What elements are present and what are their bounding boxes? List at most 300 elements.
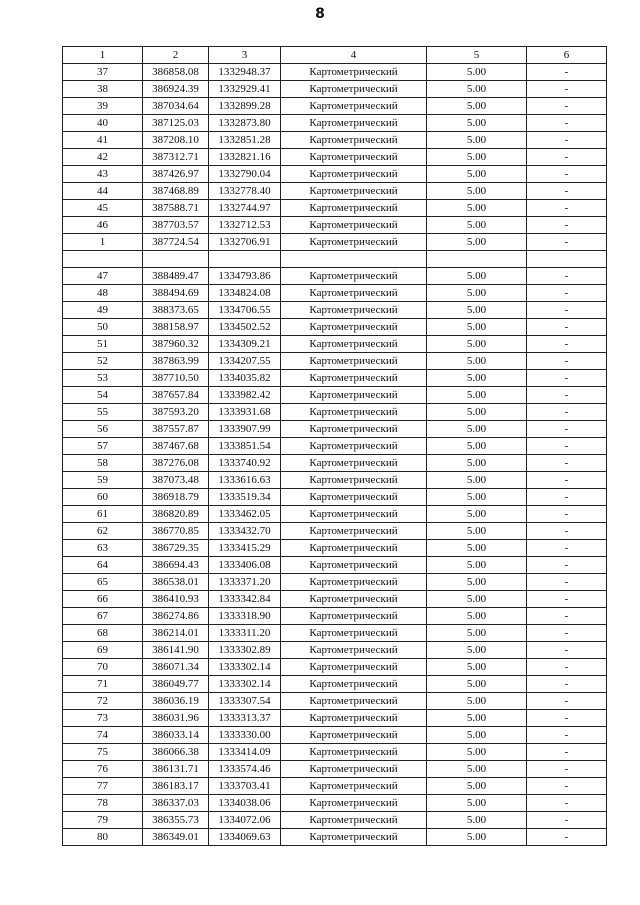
cell-point-number: 61: [63, 506, 143, 523]
cell-accuracy: 5.00: [427, 710, 527, 727]
cell-y-coordinate: 1332778.40: [209, 183, 281, 200]
cell-x-coordinate: 386349.01: [143, 829, 209, 846]
cell-x-coordinate: 386729.35: [143, 540, 209, 557]
cell-x-coordinate: 387710.50: [143, 370, 209, 387]
cell-point-number: 72: [63, 693, 143, 710]
cell-y-coordinate: [209, 251, 281, 268]
cell-point-number: 76: [63, 761, 143, 778]
cell-y-coordinate: 1333907.99: [209, 421, 281, 438]
cell-note: -: [527, 387, 607, 404]
cell-point-number: 65: [63, 574, 143, 591]
cell-x-coordinate: 387657.84: [143, 387, 209, 404]
cell-note: -: [527, 285, 607, 302]
cell-y-coordinate: 1333302.89: [209, 642, 281, 659]
cell-note: -: [527, 693, 607, 710]
cell-point-number: 80: [63, 829, 143, 846]
cell-method: Картометрический: [281, 370, 427, 387]
cell-note: -: [527, 302, 607, 319]
cell-note: -: [527, 591, 607, 608]
cell-point-number: 77: [63, 778, 143, 795]
cell-x-coordinate: 387034.64: [143, 98, 209, 115]
cell-x-coordinate: 387208.10: [143, 132, 209, 149]
table-row: [63, 727, 607, 744]
cell-note: -: [527, 506, 607, 523]
cell-method: Картометрический: [281, 778, 427, 795]
cell-point-number: 68: [63, 625, 143, 642]
cell-point-number: 60: [63, 489, 143, 506]
table-row: [63, 115, 607, 132]
cell-y-coordinate: 1333318.90: [209, 608, 281, 625]
cell-note: -: [527, 421, 607, 438]
cell-x-coordinate: 388158.97: [143, 319, 209, 336]
cell-y-coordinate: 1333313.37: [209, 710, 281, 727]
cell-note: [527, 251, 607, 268]
table-row: [63, 285, 607, 302]
cell-note: -: [527, 64, 607, 81]
cell-y-coordinate: 1334502.52: [209, 319, 281, 336]
cell-accuracy: [427, 251, 527, 268]
table-row: [63, 64, 607, 81]
cell-accuracy: 5.00: [427, 812, 527, 829]
cell-method: Картометрический: [281, 132, 427, 149]
cell-point-number: 44: [63, 183, 143, 200]
cell-x-coordinate: 386033.14: [143, 727, 209, 744]
cell-point-number: 67: [63, 608, 143, 625]
cell-method: Картометрический: [281, 404, 427, 421]
cell-x-coordinate: 387312.71: [143, 149, 209, 166]
cell-note: -: [527, 574, 607, 591]
cell-accuracy: 5.00: [427, 387, 527, 404]
cell-x-coordinate: 386141.90: [143, 642, 209, 659]
cell-y-coordinate: 1333414.09: [209, 744, 281, 761]
table-header-row: [63, 47, 607, 64]
cell-point-number: 1: [63, 234, 143, 251]
table-row: [63, 166, 607, 183]
table-row: [63, 455, 607, 472]
cell-y-coordinate: 1332948.37: [209, 64, 281, 81]
cell-method: Картометрический: [281, 149, 427, 166]
cell-x-coordinate: 386694.43: [143, 557, 209, 574]
cell-point-number: 42: [63, 149, 143, 166]
cell-method: Картометрический: [281, 200, 427, 217]
cell-method: Картометрический: [281, 744, 427, 761]
cell-x-coordinate: 386918.79: [143, 489, 209, 506]
cell-x-coordinate: 387276.08: [143, 455, 209, 472]
table-row: [63, 472, 607, 489]
cell-x-coordinate: 387703.57: [143, 217, 209, 234]
cell-accuracy: 5.00: [427, 829, 527, 846]
table-row: [63, 642, 607, 659]
cell-y-coordinate: 1333519.34: [209, 489, 281, 506]
cell-x-coordinate: 388494.69: [143, 285, 209, 302]
cell-point-number: 43: [63, 166, 143, 183]
table-row: [63, 404, 607, 421]
table-row: [63, 81, 607, 98]
cell-note: -: [527, 727, 607, 744]
cell-note: -: [527, 81, 607, 98]
cell-x-coordinate: 386274.86: [143, 608, 209, 625]
header-cell-3: 3: [209, 47, 281, 64]
cell-x-coordinate: 387593.20: [143, 404, 209, 421]
cell-method: Картометрический: [281, 693, 427, 710]
table-row: [63, 183, 607, 200]
cell-method: Картометрический: [281, 676, 427, 693]
table-row: [63, 132, 607, 149]
cell-note: -: [527, 540, 607, 557]
cell-accuracy: 5.00: [427, 744, 527, 761]
cell-y-coordinate: 1333740.92: [209, 455, 281, 472]
cell-accuracy: 5.00: [427, 217, 527, 234]
cell-accuracy: 5.00: [427, 149, 527, 166]
cell-y-coordinate: 1334207.55: [209, 353, 281, 370]
cell-x-coordinate: 386770.85: [143, 523, 209, 540]
cell-x-coordinate: 386337.03: [143, 795, 209, 812]
cell-method: Картометрический: [281, 608, 427, 625]
cell-note: -: [527, 455, 607, 472]
cell-note: -: [527, 829, 607, 846]
cell-point-number: 63: [63, 540, 143, 557]
table-row: [63, 778, 607, 795]
cell-point-number: 58: [63, 455, 143, 472]
cell-accuracy: 5.00: [427, 319, 527, 336]
cell-note: -: [527, 659, 607, 676]
header-cell-2: 2: [143, 47, 209, 64]
cell-accuracy: 5.00: [427, 353, 527, 370]
cell-note: -: [527, 268, 607, 285]
cell-x-coordinate: 387426.97: [143, 166, 209, 183]
cell-point-number: 55: [63, 404, 143, 421]
cell-accuracy: 5.00: [427, 591, 527, 608]
table-body: [63, 47, 607, 846]
cell-y-coordinate: 1333415.29: [209, 540, 281, 557]
cell-accuracy: 5.00: [427, 795, 527, 812]
cell-point-number: 64: [63, 557, 143, 574]
cell-method: Картометрический: [281, 234, 427, 251]
cell-accuracy: 5.00: [427, 302, 527, 319]
cell-x-coordinate: 386066.38: [143, 744, 209, 761]
cell-method: Картометрический: [281, 710, 427, 727]
cell-point-number: 37: [63, 64, 143, 81]
cell-accuracy: 5.00: [427, 268, 527, 285]
cell-accuracy: 5.00: [427, 183, 527, 200]
cell-accuracy: 5.00: [427, 727, 527, 744]
cell-method: Картометрический: [281, 166, 427, 183]
cell-method: Картометрический: [281, 625, 427, 642]
cell-point-number: 49: [63, 302, 143, 319]
cell-x-coordinate: 386036.19: [143, 693, 209, 710]
cell-y-coordinate: 1332744.97: [209, 200, 281, 217]
cell-y-coordinate: 1334793.86: [209, 268, 281, 285]
cell-method: Картометрический: [281, 217, 427, 234]
cell-point-number: 73: [63, 710, 143, 727]
cell-y-coordinate: 1334706.55: [209, 302, 281, 319]
table-row: [63, 659, 607, 676]
cell-y-coordinate: 1333851.54: [209, 438, 281, 455]
table-row: [63, 744, 607, 761]
cell-accuracy: 5.00: [427, 64, 527, 81]
cell-accuracy: 5.00: [427, 472, 527, 489]
cell-method: Картометрический: [281, 438, 427, 455]
cell-method: Картометрический: [281, 64, 427, 81]
cell-note: -: [527, 166, 607, 183]
cell-x-coordinate: 386355.73: [143, 812, 209, 829]
cell-x-coordinate: 387073.48: [143, 472, 209, 489]
table-row: [63, 710, 607, 727]
table-row: [63, 268, 607, 285]
cell-x-coordinate: 386049.77: [143, 676, 209, 693]
cell-point-number: 56: [63, 421, 143, 438]
cell-note: -: [527, 183, 607, 200]
cell-method: Картометрический: [281, 472, 427, 489]
cell-point-number: 54: [63, 387, 143, 404]
cell-y-coordinate: 1332821.16: [209, 149, 281, 166]
cell-y-coordinate: 1333342.84: [209, 591, 281, 608]
cell-accuracy: 5.00: [427, 421, 527, 438]
cell-point-number: 47: [63, 268, 143, 285]
cell-method: Картометрический: [281, 387, 427, 404]
cell-y-coordinate: 1333330.00: [209, 727, 281, 744]
cell-point-number: 78: [63, 795, 143, 812]
cell-point-number: 50: [63, 319, 143, 336]
cell-x-coordinate: 387863.99: [143, 353, 209, 370]
cell-note: -: [527, 642, 607, 659]
cell-point-number: 51: [63, 336, 143, 353]
cell-method: Картометрический: [281, 727, 427, 744]
table-row: [63, 489, 607, 506]
cell-note: -: [527, 625, 607, 642]
cell-y-coordinate: 1334309.21: [209, 336, 281, 353]
cell-x-coordinate: 386071.34: [143, 659, 209, 676]
cell-point-number: 62: [63, 523, 143, 540]
cell-accuracy: 5.00: [427, 523, 527, 540]
cell-point-number: 41: [63, 132, 143, 149]
cell-accuracy: 5.00: [427, 166, 527, 183]
cell-method: Картометрический: [281, 183, 427, 200]
cell-accuracy: 5.00: [427, 761, 527, 778]
cell-note: -: [527, 812, 607, 829]
cell-note: -: [527, 761, 607, 778]
cell-method: Картометрический: [281, 268, 427, 285]
cell-x-coordinate: 387557.87: [143, 421, 209, 438]
cell-note: -: [527, 676, 607, 693]
cell-note: -: [527, 132, 607, 149]
cell-point-number: 38: [63, 81, 143, 98]
table-row: [63, 251, 607, 268]
cell-accuracy: 5.00: [427, 506, 527, 523]
table-row: [63, 200, 607, 217]
cell-point-number: 70: [63, 659, 143, 676]
cell-accuracy: 5.00: [427, 98, 527, 115]
cell-method: Картометрический: [281, 421, 427, 438]
cell-x-coordinate: 387960.32: [143, 336, 209, 353]
cell-point-number: 75: [63, 744, 143, 761]
cell-y-coordinate: 1333616.63: [209, 472, 281, 489]
cell-x-coordinate: 386820.89: [143, 506, 209, 523]
cell-y-coordinate: 1333302.14: [209, 659, 281, 676]
cell-point-number: 69: [63, 642, 143, 659]
cell-method: Картометрический: [281, 574, 427, 591]
cell-y-coordinate: 1332790.04: [209, 166, 281, 183]
cell-y-coordinate: 1333574.46: [209, 761, 281, 778]
cell-accuracy: 5.00: [427, 642, 527, 659]
header-cell-5: 5: [427, 47, 527, 64]
coordinates-table: [62, 46, 607, 846]
cell-note: -: [527, 744, 607, 761]
cell-method: Картометрический: [281, 455, 427, 472]
cell-note: -: [527, 404, 607, 421]
cell-method: Картометрический: [281, 98, 427, 115]
cell-accuracy: 5.00: [427, 778, 527, 795]
table-row: [63, 574, 607, 591]
cell-point-number: 52: [63, 353, 143, 370]
cell-note: -: [527, 710, 607, 727]
cell-point-number: 66: [63, 591, 143, 608]
table-row: [63, 812, 607, 829]
cell-note: -: [527, 336, 607, 353]
cell-y-coordinate: 1334069.63: [209, 829, 281, 846]
cell-y-coordinate: 1333462.05: [209, 506, 281, 523]
table-row: [63, 506, 607, 523]
table-row: [63, 234, 607, 251]
table-row: [63, 438, 607, 455]
cell-method: Картометрический: [281, 557, 427, 574]
table-row: [63, 149, 607, 166]
cell-x-coordinate: 386410.93: [143, 591, 209, 608]
page-number: 8: [315, 6, 325, 22]
cell-x-coordinate: 386131.71: [143, 761, 209, 778]
cell-y-coordinate: 1332929.41: [209, 81, 281, 98]
cell-accuracy: 5.00: [427, 625, 527, 642]
cell-x-coordinate: 387125.03: [143, 115, 209, 132]
table-row: [63, 540, 607, 557]
cell-point-number: 79: [63, 812, 143, 829]
cell-y-coordinate: 1333931.68: [209, 404, 281, 421]
table-row: [63, 98, 607, 115]
header-cell-1: 1: [63, 47, 143, 64]
cell-point-number: [63, 251, 143, 268]
table-row: [63, 795, 607, 812]
cell-y-coordinate: 1333302.14: [209, 676, 281, 693]
table-row: [63, 217, 607, 234]
cell-accuracy: 5.00: [427, 574, 527, 591]
cell-method: Картометрический: [281, 761, 427, 778]
cell-note: -: [527, 200, 607, 217]
cell-method: Картометрический: [281, 285, 427, 302]
cell-x-coordinate: 387588.71: [143, 200, 209, 217]
cell-note: -: [527, 234, 607, 251]
cell-method: Картометрический: [281, 319, 427, 336]
cell-note: -: [527, 438, 607, 455]
cell-note: -: [527, 557, 607, 574]
cell-accuracy: 5.00: [427, 370, 527, 387]
cell-point-number: 39: [63, 98, 143, 115]
cell-accuracy: 5.00: [427, 676, 527, 693]
cell-accuracy: 5.00: [427, 81, 527, 98]
table-row: [63, 353, 607, 370]
cell-point-number: 40: [63, 115, 143, 132]
cell-point-number: 45: [63, 200, 143, 217]
cell-y-coordinate: 1333406.08: [209, 557, 281, 574]
cell-point-number: 74: [63, 727, 143, 744]
cell-accuracy: 5.00: [427, 234, 527, 251]
table-row: [63, 336, 607, 353]
cell-accuracy: 5.00: [427, 404, 527, 421]
cell-note: -: [527, 523, 607, 540]
header-cell-6: 6: [527, 47, 607, 64]
table-row: [63, 370, 607, 387]
cell-accuracy: 5.00: [427, 608, 527, 625]
cell-y-coordinate: 1332706.91: [209, 234, 281, 251]
cell-method: [281, 251, 427, 268]
table-row: [63, 625, 607, 642]
cell-x-coordinate: 386214.01: [143, 625, 209, 642]
cell-method: Картометрический: [281, 506, 427, 523]
cell-accuracy: 5.00: [427, 659, 527, 676]
cell-point-number: 57: [63, 438, 143, 455]
table-row: [63, 761, 607, 778]
cell-accuracy: 5.00: [427, 540, 527, 557]
cell-method: Картометрический: [281, 540, 427, 557]
cell-accuracy: 5.00: [427, 557, 527, 574]
cell-method: Картометрический: [281, 591, 427, 608]
cell-accuracy: 5.00: [427, 285, 527, 302]
cell-y-coordinate: 1333371.20: [209, 574, 281, 591]
cell-point-number: 46: [63, 217, 143, 234]
cell-method: Картометрический: [281, 812, 427, 829]
cell-accuracy: 5.00: [427, 200, 527, 217]
cell-x-coordinate: 387467.68: [143, 438, 209, 455]
cell-point-number: 59: [63, 472, 143, 489]
cell-accuracy: 5.00: [427, 693, 527, 710]
cell-method: Картометрический: [281, 302, 427, 319]
cell-method: Картометрический: [281, 795, 427, 812]
cell-x-coordinate: 387468.89: [143, 183, 209, 200]
cell-y-coordinate: 1333432.70: [209, 523, 281, 540]
table-row: [63, 421, 607, 438]
cell-note: -: [527, 217, 607, 234]
cell-accuracy: 5.00: [427, 438, 527, 455]
table-row: [63, 523, 607, 540]
cell-x-coordinate: [143, 251, 209, 268]
cell-note: -: [527, 778, 607, 795]
table-row: [63, 591, 607, 608]
cell-method: Картометрический: [281, 659, 427, 676]
cell-y-coordinate: 1333982.42: [209, 387, 281, 404]
table-row: [63, 319, 607, 336]
cell-y-coordinate: 1332899.28: [209, 98, 281, 115]
cell-y-coordinate: 1333307.54: [209, 693, 281, 710]
cell-accuracy: 5.00: [427, 489, 527, 506]
table-row: [63, 676, 607, 693]
table-row: [63, 557, 607, 574]
cell-note: -: [527, 489, 607, 506]
cell-note: -: [527, 795, 607, 812]
table-row: [63, 387, 607, 404]
cell-y-coordinate: 1334072.06: [209, 812, 281, 829]
cell-x-coordinate: 388373.65: [143, 302, 209, 319]
cell-point-number: 53: [63, 370, 143, 387]
cell-note: -: [527, 115, 607, 132]
cell-x-coordinate: 386031.96: [143, 710, 209, 727]
table-row: [63, 693, 607, 710]
cell-y-coordinate: 1334035.82: [209, 370, 281, 387]
table-row: [63, 302, 607, 319]
cell-y-coordinate: 1333703.41: [209, 778, 281, 795]
cell-note: -: [527, 98, 607, 115]
cell-x-coordinate: 386538.01: [143, 574, 209, 591]
cell-note: -: [527, 370, 607, 387]
cell-point-number: 71: [63, 676, 143, 693]
